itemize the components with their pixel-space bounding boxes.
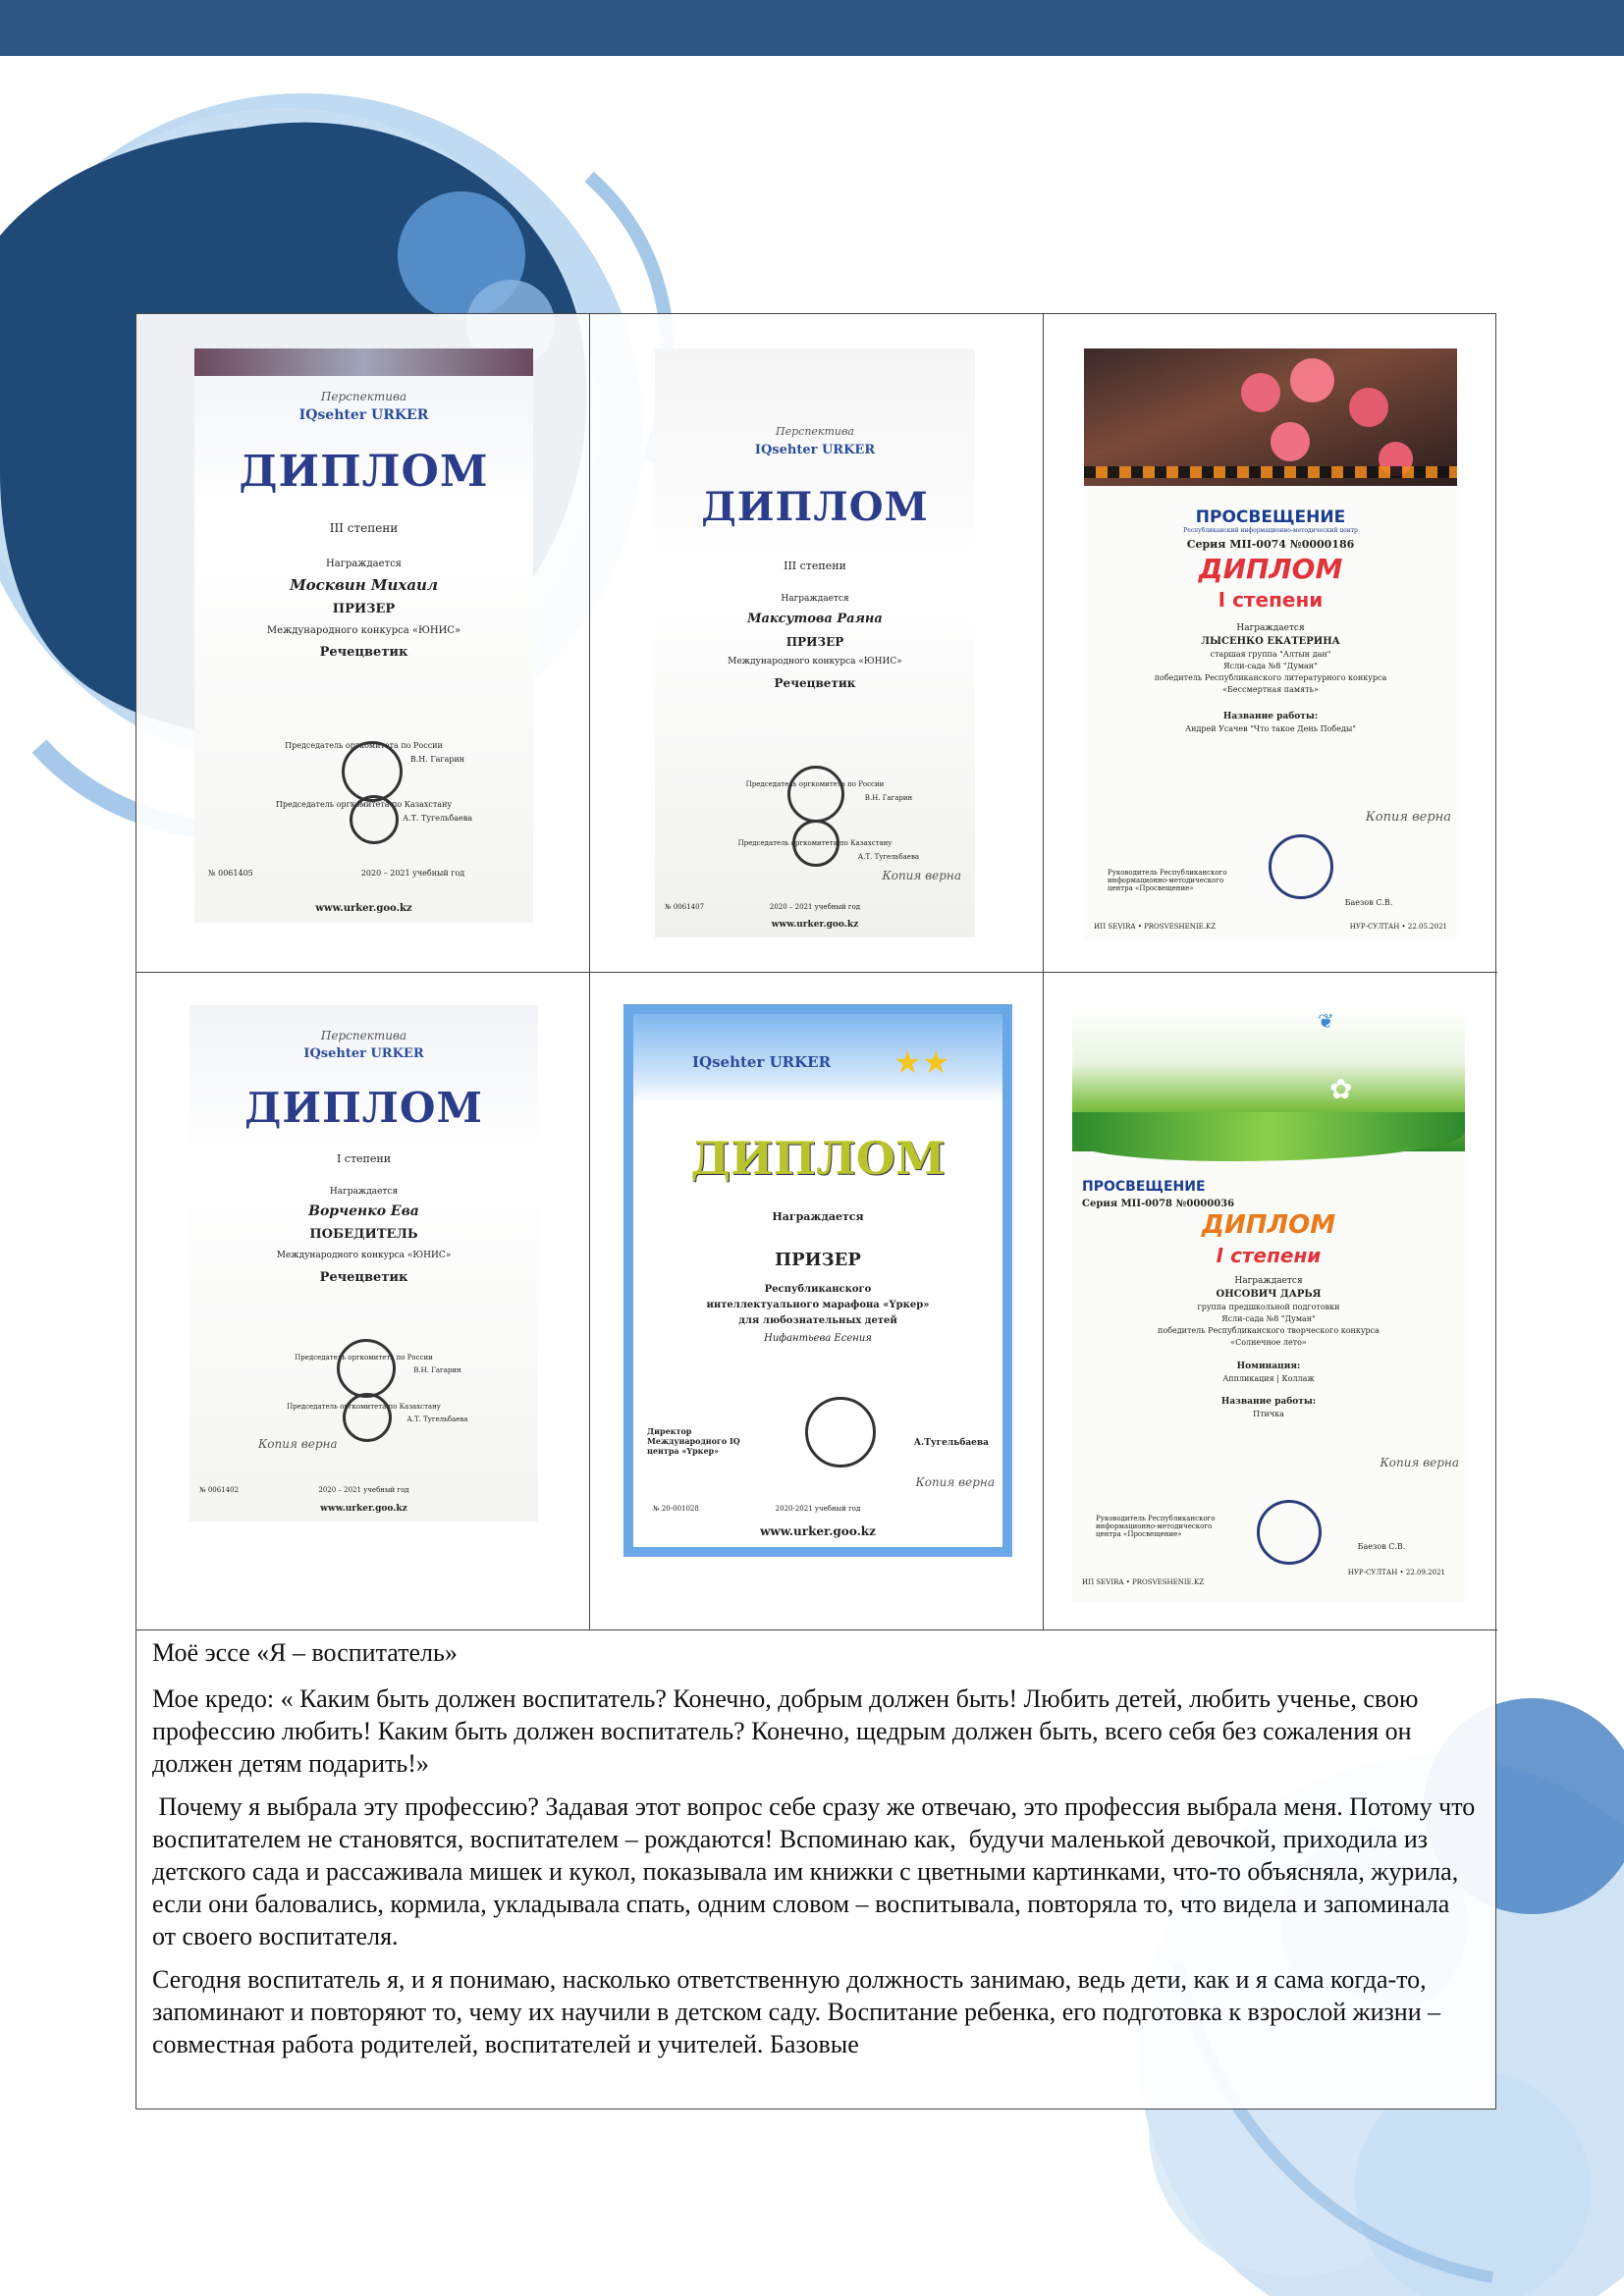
handwritten-note: Копия верна (258, 1437, 338, 1451)
diploma-degree: I степени (336, 1152, 392, 1165)
diploma-lysenko (1084, 348, 1457, 939)
diploma-footer-left: ИП SEVIRA • PROSVESHENIE.KZ (1094, 923, 1217, 931)
table-cell-r2c1 (136, 973, 590, 1630)
essay-title: Моё эссе «Я – воспитатель» (152, 1638, 458, 1667)
diploma-degree: I степени (1216, 1244, 1322, 1267)
diploma-degree: III степени (329, 521, 399, 535)
diploma-number: № 0061405 (208, 869, 253, 878)
brand-prosveshenie: ПРОСВЕЩЕНИЕ (1195, 507, 1346, 527)
logo-perspektiva: Перспектива (320, 390, 407, 403)
stamp-seal-icon (342, 741, 403, 802)
diploma-sign2: Председатель оргкомитета по Казахстану (737, 839, 893, 847)
diploma-awarded: Награждается (772, 1210, 864, 1223)
diploma-sign1: Председатель оргкомитета по России (295, 1354, 433, 1362)
diploma-sign1-name: В.Н. Гагарин (409, 755, 465, 764)
diploma-kindergarten: Ясли-сада №8 "Думан" (1223, 662, 1318, 670)
diploma-contest: Международного конкурса «ЮНИС» (266, 625, 461, 636)
diploma-work: Андрей Усачев "Что такое День Победы" (1185, 724, 1356, 733)
diploma-rank: ПРИЗЕР (785, 635, 844, 649)
diploma-title: ДИПЛОМ (244, 1084, 483, 1132)
diploma-moskvin (194, 348, 533, 923)
diploma-contest: «Солнечное лето» (1230, 1338, 1307, 1347)
diploma-head: Руководитель Республиканского информационно-методического центра «Просвещение» (1096, 1515, 1216, 1538)
logo-urker: IQsehter URKER (303, 1046, 424, 1061)
diploma-sign2: Председатель оргкомитета по Казахстану (287, 1403, 441, 1411)
diploma-contest-3: для любознательных детей (738, 1315, 897, 1326)
logo-perspektiva: Перспектива (320, 1029, 407, 1042)
diploma-head-name: Баезов С.В. (1344, 898, 1393, 907)
diploma-year: 2020 – 2021 учебный год (769, 903, 861, 911)
diploma-footer-left: ИП SEVIRA • PROSVESHENIE.KZ (1082, 1578, 1205, 1586)
diploma-work-label: Название работы: (1220, 1397, 1317, 1407)
diploma-degree: III степени (784, 560, 846, 572)
diploma-contest: «Бессмертная память» (1222, 685, 1319, 694)
diploma-title: ДИПЛОМ (1198, 553, 1343, 585)
handwritten-note: Копия верна (915, 1475, 995, 1489)
diploma-name: ЛЫСЕНКО ЕКАТЕРИНА (1201, 636, 1340, 647)
diploma-awarded: Награждается (1236, 623, 1305, 633)
diploma-vorchenko (189, 1005, 538, 1522)
diploma-winner: победитель Республиканского творческого конкурса (1158, 1326, 1380, 1335)
stamp-seal-icon (350, 795, 399, 844)
stars-icon: ★★ (893, 1043, 950, 1081)
diploma-nomination: Аппликация | Коллаж (1222, 1374, 1315, 1383)
stamp-seal-icon (337, 1339, 396, 1398)
diploma-site: www.urker.goo.kz (760, 1524, 876, 1538)
diploma-awarded: Награждается (329, 1187, 399, 1197)
diploma-nomination-label: Номинация: (1236, 1362, 1301, 1371)
diploma-sign2-name: А.Т. Тугельбаева (406, 1415, 468, 1423)
diploma-contest: Международного конкурса «ЮНИС» (276, 1251, 452, 1260)
diploma-winner: победитель Республиканского литературного конкурса (1154, 673, 1387, 682)
diploma-group: старшая группа "Алтын дан" (1210, 650, 1331, 659)
diploma-sign1-name: В.Н. Гагарин (413, 1366, 461, 1374)
diploma-number: № 20-001028 (653, 1505, 699, 1513)
diploma-footer-right: НУР-СУЛТАН • 22.09.2021 (1347, 1569, 1445, 1576)
table-cell-r2c2 (590, 973, 1044, 1630)
diploma-rank: ПОБЕДИТЕЛЬ (309, 1227, 418, 1242)
logo-urker: IQsehter URKER (298, 407, 429, 423)
diploma-title: ДИПЛОМ (690, 1132, 946, 1185)
diploma-head-name: Баезов С.В. (1357, 1542, 1406, 1551)
diploma-maksutova (655, 348, 975, 937)
diploma-awarded: Награждается (326, 559, 402, 569)
document-table (135, 313, 1496, 2109)
diploma-site: www.urker.goo.kz (315, 903, 412, 914)
diploma-nomination: Речецветик (774, 676, 856, 690)
butterfly-icon: ❦ (1318, 1009, 1334, 1033)
brand-subtitle: Республиканский информационно-методический центр (1183, 527, 1358, 534)
diploma-head: Руководитель Республиканского информационно-методического центра «Просвещение» (1108, 869, 1227, 892)
diploma-title: ДИПЛОМ (1201, 1210, 1336, 1240)
diploma-nomination: Речецветик (319, 1270, 408, 1285)
diploma-sign1: Председатель оргкомитета по России (745, 780, 885, 788)
diploma-number: № 0061407 (665, 903, 705, 911)
diploma-year: 2020 – 2021 учебный год (318, 1486, 409, 1494)
essay-cell (136, 1630, 1495, 2109)
diploma-director: Директор Международного IQ центра «Үркер» (647, 1426, 740, 1456)
diploma-nomination: Речецветик (319, 645, 408, 660)
diploma-degree: I степени (1218, 588, 1324, 612)
handwritten-note: Копия верна (882, 869, 961, 882)
diploma-series: Серия МII-0074 №0000186 (1186, 538, 1355, 551)
essay-paragraph-1: Мое кредо: « Каким быть должен воспитатель? Конечно, добрым должен быть! Любить детей, любить ученье, свою профессию любить! Каким быть должен воспитатель? Конечно, щедрым должен быть, всего себя без сожаления он должен детям подарить!» (152, 1684, 1419, 1778)
table-cell-r2c3 (1044, 973, 1497, 1630)
diploma-onsovich (1072, 1004, 1465, 1601)
diploma-site: www.urker.goo.kz (320, 1504, 407, 1514)
table-cell-r1c2 (590, 314, 1044, 973)
diploma-awarded: Награждается (1234, 1276, 1303, 1286)
diploma-sign2-name: А.Т. Тугельбаева (857, 853, 920, 861)
diploma-contest-1: Республиканского (764, 1284, 872, 1295)
stamp-seal-icon (1257, 1500, 1322, 1565)
diploma-number: № 0061402 (199, 1486, 240, 1494)
stamp-seal-icon (343, 1393, 392, 1442)
logo-perspektiva: Перспектива (776, 425, 854, 438)
diploma-sign2-name: А.Т. Тугельбаева (402, 814, 473, 823)
diploma-work: Птичка (1253, 1410, 1284, 1418)
diploma-name: Ворченко Ева (308, 1203, 419, 1219)
diploma-sign1-name: В.Н. Гагарин (864, 794, 913, 802)
handwritten-note: Копия верна (1380, 1456, 1459, 1469)
brand-prosveshenie: ПРОСВЕЩЕНИЕ (1082, 1179, 1206, 1195)
diploma-series: Серия МII-0078 №0000036 (1082, 1199, 1235, 1209)
diploma-director-name: А.Тугельбаева (913, 1438, 989, 1448)
table-cell-r1c3 (1044, 314, 1497, 973)
diploma-site: www.urker.goo.kz (771, 920, 859, 930)
diploma-work-label: Название работы: (1222, 712, 1319, 721)
diploma-awarded: Награждается (781, 594, 849, 604)
diploma-year: 2020 – 2021 учебный год (360, 869, 465, 878)
diploma-contest-2: интеллектуального марафона «Үркер» (706, 1300, 930, 1310)
essay-paragraph-3: Сегодня воспитатель я, и я понимаю, насколько ответственную должность занимаю, ведь дети, как и я сама когда-то, запоминают и повторяют то, чему их научили в детском саду. Воспитание ребенка, его подготовка к взрослой жизни – совместная работа родителей, воспитателей и учителей. Базовые (152, 1965, 1441, 2058)
diploma-footer-right: НУР-СУЛТАН • 22.05.2021 (1349, 923, 1447, 931)
diploma-name: Нифантьева Есения (764, 1333, 872, 1344)
diploma-group: группа предшкольной подготовки (1197, 1303, 1340, 1311)
diploma-name: Москвин Михаил (290, 576, 438, 594)
stamp-seal-icon (1269, 834, 1333, 899)
diploma-year: 2020-2021 учебный год (775, 1505, 861, 1513)
diploma-name: ОНСОВИЧ ДАРЬЯ (1216, 1289, 1322, 1300)
daisy-icon: ✿ (1329, 1073, 1353, 1105)
diploma-title: ДИПЛОМ (239, 447, 489, 497)
logo-urker: IQsehter URKER (754, 443, 876, 457)
diploma-title: ДИПЛОМ (701, 484, 929, 530)
diploma-sign2: Председатель оргкомитета по Казахстану (275, 800, 453, 809)
stamp-seal-icon (787, 766, 844, 823)
logo-urker: IQsehter URKER (692, 1053, 832, 1071)
diploma-contest: Международного конкурса «ЮНИС» (728, 657, 902, 667)
diploma-sign1: Председатель оргкомитета по России (285, 741, 443, 750)
essay-paragraph-2: Почему я выбрала эту профессию? Задавая этот вопрос себе сразу же отвечаю, это профессия выбрала меня. Потому что воспитателем не становятся, воспитателем – рождаются! Вспоминаю как, будучи маленькой девочкой, приходила из детского сада и рассаживала мишек и кукол, показывала им книжки с цветными картинками, что-то объясняла, журила, если они баловались, кормила, укладывала спать, одним словом – воспитывала, повторяла то, что видела и запоминала от своего воспитателя. (152, 1792, 1482, 1950)
diploma-rank: ПРИЗЕР (332, 602, 396, 616)
diploma-name: Максутова Раяна (747, 612, 883, 626)
table-cell-r1c1 (136, 314, 590, 973)
handwritten-note: Копия верна (1365, 810, 1451, 825)
stamp-seal-icon (792, 820, 839, 867)
diploma-kindergarten: Ясли-сада №8 "Думан" (1221, 1314, 1316, 1323)
diploma-rank: ПРИЗЕР (775, 1250, 861, 1270)
diploma-nifantyeva (623, 1004, 1012, 1557)
